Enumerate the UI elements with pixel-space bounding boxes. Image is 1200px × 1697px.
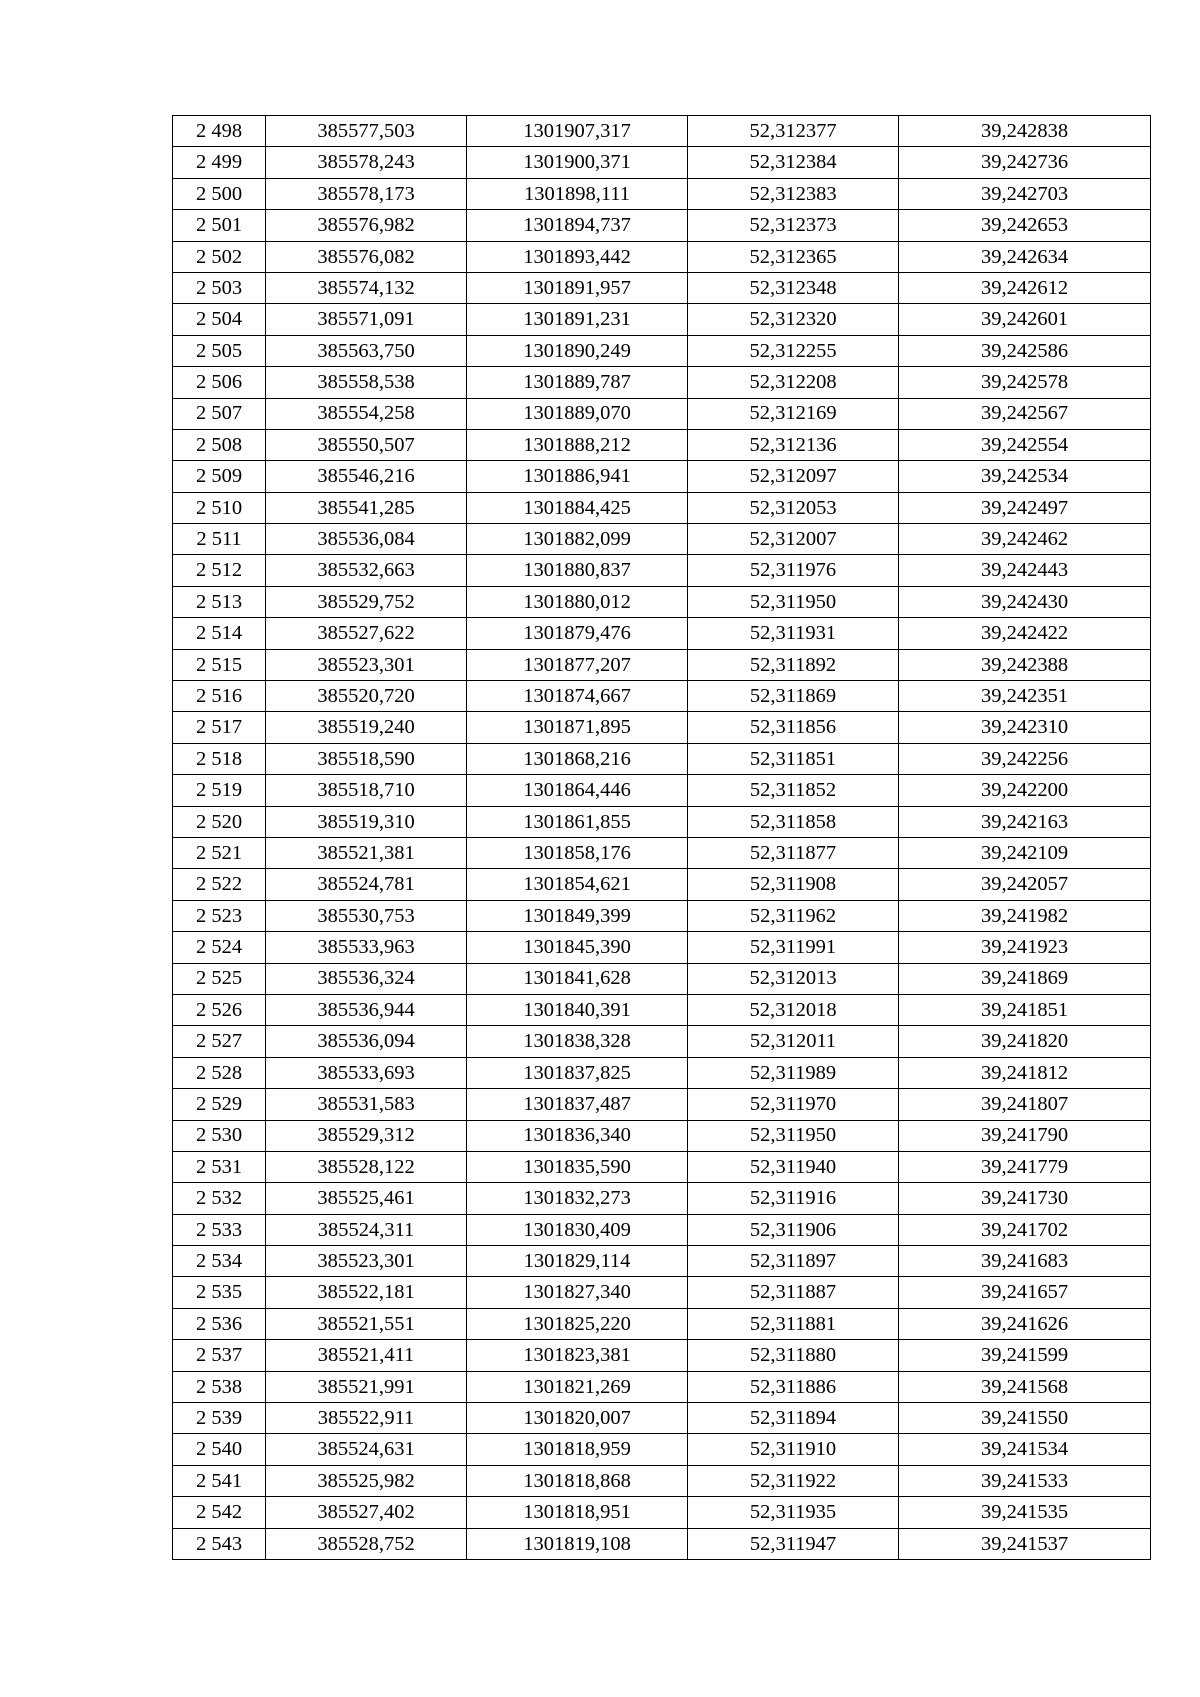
- latitude-cell: 52,311852: [688, 775, 899, 806]
- point-number-cell: 2 513: [173, 586, 266, 617]
- latitude-cell: 52,311931: [688, 618, 899, 649]
- y-coordinate-cell: 1301820,007: [467, 1403, 688, 1434]
- x-coordinate-cell: 385522,181: [266, 1277, 467, 1308]
- point-number-cell: 2 518: [173, 743, 266, 774]
- latitude-cell: 52,312377: [688, 116, 899, 147]
- y-coordinate-cell: 1301907,317: [467, 116, 688, 147]
- table-row: [173, 1308, 1151, 1339]
- table-row: [173, 837, 1151, 868]
- table-row: [173, 492, 1151, 523]
- latitude-cell: 52,312384: [688, 147, 899, 178]
- table-row: [173, 1528, 1151, 1559]
- longitude-cell: 39,241820: [899, 1026, 1151, 1057]
- x-coordinate-cell: 385533,963: [266, 932, 467, 963]
- y-coordinate-cell: 1301818,959: [467, 1434, 688, 1465]
- point-number-cell: 2 508: [173, 429, 266, 460]
- longitude-cell: 39,241534: [899, 1434, 1151, 1465]
- point-number-cell: 2 504: [173, 304, 266, 335]
- longitude-cell: 39,241599: [899, 1340, 1151, 1371]
- point-number-cell: 2 528: [173, 1057, 266, 1088]
- longitude-cell: 39,242578: [899, 367, 1151, 398]
- longitude-cell: 39,242388: [899, 649, 1151, 680]
- x-coordinate-cell: 385518,710: [266, 775, 467, 806]
- latitude-cell: 52,311940: [688, 1151, 899, 1182]
- y-coordinate-cell: 1301877,207: [467, 649, 688, 680]
- latitude-cell: 52,312208: [688, 367, 899, 398]
- point-number-cell: 2 523: [173, 900, 266, 931]
- longitude-cell: 39,242634: [899, 241, 1151, 272]
- point-number-cell: 2 512: [173, 555, 266, 586]
- y-coordinate-cell: 1301871,895: [467, 712, 688, 743]
- latitude-cell: 52,312348: [688, 272, 899, 303]
- latitude-cell: 52,311869: [688, 681, 899, 712]
- y-coordinate-cell: 1301891,957: [467, 272, 688, 303]
- point-number-cell: 2 510: [173, 492, 266, 523]
- coordinates-table-body: [173, 116, 1151, 1560]
- point-number-cell: 2 511: [173, 524, 266, 555]
- x-coordinate-cell: 385550,507: [266, 429, 467, 460]
- coordinates-table: [172, 115, 1151, 1560]
- y-coordinate-cell: 1301882,099: [467, 524, 688, 555]
- y-coordinate-cell: 1301836,340: [467, 1120, 688, 1151]
- point-number-cell: 2 543: [173, 1528, 266, 1559]
- latitude-cell: 52,311908: [688, 869, 899, 900]
- point-number-cell: 2 516: [173, 681, 266, 712]
- y-coordinate-cell: 1301849,399: [467, 900, 688, 931]
- longitude-cell: 39,241869: [899, 963, 1151, 994]
- latitude-cell: 52,312255: [688, 335, 899, 366]
- point-number-cell: 2 541: [173, 1465, 266, 1496]
- latitude-cell: 52,312097: [688, 461, 899, 492]
- longitude-cell: 39,242653: [899, 210, 1151, 241]
- y-coordinate-cell: 1301841,628: [467, 963, 688, 994]
- longitude-cell: 39,242838: [899, 116, 1151, 147]
- latitude-cell: 52,311880: [688, 1340, 899, 1371]
- x-coordinate-cell: 385574,132: [266, 272, 467, 303]
- longitude-cell: 39,241537: [899, 1528, 1151, 1559]
- x-coordinate-cell: 385533,693: [266, 1057, 467, 1088]
- table-row: [173, 241, 1151, 272]
- latitude-cell: 52,312365: [688, 241, 899, 272]
- longitude-cell: 39,241790: [899, 1120, 1151, 1151]
- table-row: [173, 1214, 1151, 1245]
- y-coordinate-cell: 1301879,476: [467, 618, 688, 649]
- table-row: [173, 272, 1151, 303]
- latitude-cell: 52,312136: [688, 429, 899, 460]
- x-coordinate-cell: 385518,590: [266, 743, 467, 774]
- x-coordinate-cell: 385521,991: [266, 1371, 467, 1402]
- x-coordinate-cell: 385576,982: [266, 210, 467, 241]
- point-number-cell: 2 519: [173, 775, 266, 806]
- table-row: [173, 586, 1151, 617]
- longitude-cell: 39,242200: [899, 775, 1151, 806]
- longitude-cell: 39,242612: [899, 272, 1151, 303]
- longitude-cell: 39,241812: [899, 1057, 1151, 1088]
- x-coordinate-cell: 385536,944: [266, 994, 467, 1025]
- point-number-cell: 2 540: [173, 1434, 266, 1465]
- latitude-cell: 52,311881: [688, 1308, 899, 1339]
- y-coordinate-cell: 1301827,340: [467, 1277, 688, 1308]
- table-row: [173, 932, 1151, 963]
- point-number-cell: 2 509: [173, 461, 266, 492]
- y-coordinate-cell: 1301874,667: [467, 681, 688, 712]
- latitude-cell: 52,311970: [688, 1089, 899, 1120]
- y-coordinate-cell: 1301898,111: [467, 178, 688, 209]
- latitude-cell: 52,311947: [688, 1528, 899, 1559]
- longitude-cell: 39,242534: [899, 461, 1151, 492]
- longitude-cell: 39,241535: [899, 1497, 1151, 1528]
- longitude-cell: 39,241550: [899, 1403, 1151, 1434]
- point-number-cell: 2 498: [173, 116, 266, 147]
- latitude-cell: 52,311906: [688, 1214, 899, 1245]
- y-coordinate-cell: 1301890,249: [467, 335, 688, 366]
- point-number-cell: 2 514: [173, 618, 266, 649]
- x-coordinate-cell: 385577,503: [266, 116, 467, 147]
- latitude-cell: 52,312007: [688, 524, 899, 555]
- x-coordinate-cell: 385529,312: [266, 1120, 467, 1151]
- x-coordinate-cell: 385531,583: [266, 1089, 467, 1120]
- x-coordinate-cell: 385519,310: [266, 806, 467, 837]
- latitude-cell: 52,311989: [688, 1057, 899, 1088]
- longitude-cell: 39,242430: [899, 586, 1151, 617]
- x-coordinate-cell: 385524,631: [266, 1434, 467, 1465]
- x-coordinate-cell: 385528,122: [266, 1151, 467, 1182]
- y-coordinate-cell: 1301832,273: [467, 1183, 688, 1214]
- x-coordinate-cell: 385541,285: [266, 492, 467, 523]
- longitude-cell: 39,242497: [899, 492, 1151, 523]
- longitude-cell: 39,241702: [899, 1214, 1151, 1245]
- table-row: [173, 743, 1151, 774]
- y-coordinate-cell: 1301861,855: [467, 806, 688, 837]
- table-row: [173, 210, 1151, 241]
- longitude-cell: 39,242736: [899, 147, 1151, 178]
- latitude-cell: 52,312320: [688, 304, 899, 335]
- longitude-cell: 39,242422: [899, 618, 1151, 649]
- latitude-cell: 52,311916: [688, 1183, 899, 1214]
- point-number-cell: 2 529: [173, 1089, 266, 1120]
- longitude-cell: 39,241923: [899, 932, 1151, 963]
- table-row: [173, 1465, 1151, 1496]
- y-coordinate-cell: 1301835,590: [467, 1151, 688, 1182]
- table-row: [173, 869, 1151, 900]
- y-coordinate-cell: 1301880,837: [467, 555, 688, 586]
- longitude-cell: 39,241533: [899, 1465, 1151, 1496]
- y-coordinate-cell: 1301845,390: [467, 932, 688, 963]
- x-coordinate-cell: 385523,301: [266, 649, 467, 680]
- table-row: [173, 681, 1151, 712]
- longitude-cell: 39,241626: [899, 1308, 1151, 1339]
- x-coordinate-cell: 385522,911: [266, 1403, 467, 1434]
- latitude-cell: 52,312053: [688, 492, 899, 523]
- y-coordinate-cell: 1301838,328: [467, 1026, 688, 1057]
- table-row: [173, 900, 1151, 931]
- longitude-cell: 39,242310: [899, 712, 1151, 743]
- latitude-cell: 52,311991: [688, 932, 899, 963]
- table-row: [173, 712, 1151, 743]
- y-coordinate-cell: 1301840,391: [467, 994, 688, 1025]
- longitude-cell: 39,241657: [899, 1277, 1151, 1308]
- y-coordinate-cell: 1301821,269: [467, 1371, 688, 1402]
- longitude-cell: 39,242554: [899, 429, 1151, 460]
- y-coordinate-cell: 1301893,442: [467, 241, 688, 272]
- table-row: [173, 367, 1151, 398]
- table-row: [173, 1497, 1151, 1528]
- table-row: [173, 775, 1151, 806]
- table-row: [173, 1340, 1151, 1371]
- point-number-cell: 2 534: [173, 1246, 266, 1277]
- latitude-cell: 52,311856: [688, 712, 899, 743]
- table-row: [173, 994, 1151, 1025]
- table-row: [173, 178, 1151, 209]
- latitude-cell: 52,311877: [688, 837, 899, 868]
- table-row: [173, 618, 1151, 649]
- longitude-cell: 39,242163: [899, 806, 1151, 837]
- table-row: [173, 524, 1151, 555]
- y-coordinate-cell: 1301837,825: [467, 1057, 688, 1088]
- y-coordinate-cell: 1301880,012: [467, 586, 688, 617]
- point-number-cell: 2 503: [173, 272, 266, 303]
- latitude-cell: 52,312169: [688, 398, 899, 429]
- longitude-cell: 39,242443: [899, 555, 1151, 586]
- x-coordinate-cell: 385520,720: [266, 681, 467, 712]
- point-number-cell: 2 531: [173, 1151, 266, 1182]
- y-coordinate-cell: 1301818,951: [467, 1497, 688, 1528]
- point-number-cell: 2 527: [173, 1026, 266, 1057]
- longitude-cell: 39,242586: [899, 335, 1151, 366]
- point-number-cell: 2 536: [173, 1308, 266, 1339]
- table-row: [173, 1277, 1151, 1308]
- point-number-cell: 2 522: [173, 869, 266, 900]
- x-coordinate-cell: 385536,084: [266, 524, 467, 555]
- y-coordinate-cell: 1301819,108: [467, 1528, 688, 1559]
- table-row: [173, 1246, 1151, 1277]
- point-number-cell: 2 500: [173, 178, 266, 209]
- point-number-cell: 2 526: [173, 994, 266, 1025]
- table-row: [173, 1057, 1151, 1088]
- x-coordinate-cell: 385524,311: [266, 1214, 467, 1245]
- table-row: [173, 1403, 1151, 1434]
- y-coordinate-cell: 1301837,487: [467, 1089, 688, 1120]
- y-coordinate-cell: 1301830,409: [467, 1214, 688, 1245]
- point-number-cell: 2 524: [173, 932, 266, 963]
- point-number-cell: 2 517: [173, 712, 266, 743]
- x-coordinate-cell: 385521,411: [266, 1340, 467, 1371]
- table-row: [173, 1434, 1151, 1465]
- y-coordinate-cell: 1301829,114: [467, 1246, 688, 1277]
- point-number-cell: 2 506: [173, 367, 266, 398]
- table-row: [173, 1183, 1151, 1214]
- longitude-cell: 39,241730: [899, 1183, 1151, 1214]
- x-coordinate-cell: 385527,402: [266, 1497, 467, 1528]
- longitude-cell: 39,242351: [899, 681, 1151, 712]
- latitude-cell: 52,311897: [688, 1246, 899, 1277]
- latitude-cell: 52,311950: [688, 1120, 899, 1151]
- longitude-cell: 39,242256: [899, 743, 1151, 774]
- table-row: [173, 461, 1151, 492]
- longitude-cell: 39,242057: [899, 869, 1151, 900]
- x-coordinate-cell: 385529,752: [266, 586, 467, 617]
- x-coordinate-cell: 385578,243: [266, 147, 467, 178]
- table-row: [173, 304, 1151, 335]
- point-number-cell: 2 505: [173, 335, 266, 366]
- y-coordinate-cell: 1301884,425: [467, 492, 688, 523]
- x-coordinate-cell: 385558,538: [266, 367, 467, 398]
- x-coordinate-cell: 385554,258: [266, 398, 467, 429]
- y-coordinate-cell: 1301889,787: [467, 367, 688, 398]
- x-coordinate-cell: 385525,982: [266, 1465, 467, 1496]
- latitude-cell: 52,311976: [688, 555, 899, 586]
- x-coordinate-cell: 385519,240: [266, 712, 467, 743]
- y-coordinate-cell: 1301858,176: [467, 837, 688, 868]
- x-coordinate-cell: 385523,301: [266, 1246, 467, 1277]
- point-number-cell: 2 502: [173, 241, 266, 272]
- point-number-cell: 2 530: [173, 1120, 266, 1151]
- y-coordinate-cell: 1301868,216: [467, 743, 688, 774]
- longitude-cell: 39,242567: [899, 398, 1151, 429]
- point-number-cell: 2 507: [173, 398, 266, 429]
- longitude-cell: 39,242703: [899, 178, 1151, 209]
- longitude-cell: 39,241683: [899, 1246, 1151, 1277]
- x-coordinate-cell: 385530,753: [266, 900, 467, 931]
- y-coordinate-cell: 1301900,371: [467, 147, 688, 178]
- table-row: [173, 806, 1151, 837]
- longitude-cell: 39,241807: [899, 1089, 1151, 1120]
- latitude-cell: 52,311910: [688, 1434, 899, 1465]
- latitude-cell: 52,311851: [688, 743, 899, 774]
- point-number-cell: 2 499: [173, 147, 266, 178]
- x-coordinate-cell: 385546,216: [266, 461, 467, 492]
- table-row: [173, 555, 1151, 586]
- table-row: [173, 1120, 1151, 1151]
- y-coordinate-cell: 1301889,070: [467, 398, 688, 429]
- x-coordinate-cell: 385527,622: [266, 618, 467, 649]
- point-number-cell: 2 521: [173, 837, 266, 868]
- latitude-cell: 52,311962: [688, 900, 899, 931]
- latitude-cell: 52,312383: [688, 178, 899, 209]
- point-number-cell: 2 515: [173, 649, 266, 680]
- x-coordinate-cell: 385576,082: [266, 241, 467, 272]
- latitude-cell: 52,312013: [688, 963, 899, 994]
- table-row: [173, 147, 1151, 178]
- longitude-cell: 39,241568: [899, 1371, 1151, 1402]
- point-number-cell: 2 520: [173, 806, 266, 837]
- latitude-cell: 52,311887: [688, 1277, 899, 1308]
- longitude-cell: 39,242601: [899, 304, 1151, 335]
- longitude-cell: 39,242109: [899, 837, 1151, 868]
- latitude-cell: 52,312018: [688, 994, 899, 1025]
- y-coordinate-cell: 1301818,868: [467, 1465, 688, 1496]
- latitude-cell: 52,311892: [688, 649, 899, 680]
- table-row: [173, 429, 1151, 460]
- table-row: [173, 1151, 1151, 1182]
- x-coordinate-cell: 385563,750: [266, 335, 467, 366]
- table-row: [173, 1026, 1151, 1057]
- latitude-cell: 52,311858: [688, 806, 899, 837]
- longitude-cell: 39,241779: [899, 1151, 1151, 1182]
- y-coordinate-cell: 1301864,446: [467, 775, 688, 806]
- x-coordinate-cell: 385532,663: [266, 555, 467, 586]
- table-row: [173, 398, 1151, 429]
- point-number-cell: 2 532: [173, 1183, 266, 1214]
- x-coordinate-cell: 385536,094: [266, 1026, 467, 1057]
- y-coordinate-cell: 1301888,212: [467, 429, 688, 460]
- latitude-cell: 52,311935: [688, 1497, 899, 1528]
- x-coordinate-cell: 385528,752: [266, 1528, 467, 1559]
- x-coordinate-cell: 385524,781: [266, 869, 467, 900]
- x-coordinate-cell: 385521,551: [266, 1308, 467, 1339]
- y-coordinate-cell: 1301886,941: [467, 461, 688, 492]
- y-coordinate-cell: 1301825,220: [467, 1308, 688, 1339]
- x-coordinate-cell: 385578,173: [266, 178, 467, 209]
- latitude-cell: 52,311922: [688, 1465, 899, 1496]
- longitude-cell: 39,241851: [899, 994, 1151, 1025]
- point-number-cell: 2 501: [173, 210, 266, 241]
- point-number-cell: 2 535: [173, 1277, 266, 1308]
- longitude-cell: 39,241982: [899, 900, 1151, 931]
- table-row: [173, 649, 1151, 680]
- x-coordinate-cell: 385536,324: [266, 963, 467, 994]
- table-row: [173, 116, 1151, 147]
- point-number-cell: 2 537: [173, 1340, 266, 1371]
- point-number-cell: 2 542: [173, 1497, 266, 1528]
- point-number-cell: 2 539: [173, 1403, 266, 1434]
- y-coordinate-cell: 1301823,381: [467, 1340, 688, 1371]
- table-row: [173, 335, 1151, 366]
- latitude-cell: 52,311894: [688, 1403, 899, 1434]
- latitude-cell: 52,311886: [688, 1371, 899, 1402]
- x-coordinate-cell: 385571,091: [266, 304, 467, 335]
- table-row: [173, 1371, 1151, 1402]
- table-row: [173, 1089, 1151, 1120]
- longitude-cell: 39,242462: [899, 524, 1151, 555]
- x-coordinate-cell: 385521,381: [266, 837, 467, 868]
- point-number-cell: 2 538: [173, 1371, 266, 1402]
- point-number-cell: 2 533: [173, 1214, 266, 1245]
- y-coordinate-cell: 1301894,737: [467, 210, 688, 241]
- latitude-cell: 52,312373: [688, 210, 899, 241]
- point-number-cell: 2 525: [173, 963, 266, 994]
- latitude-cell: 52,311950: [688, 586, 899, 617]
- table-row: [173, 963, 1151, 994]
- y-coordinate-cell: 1301891,231: [467, 304, 688, 335]
- latitude-cell: 52,312011: [688, 1026, 899, 1057]
- x-coordinate-cell: 385525,461: [266, 1183, 467, 1214]
- y-coordinate-cell: 1301854,621: [467, 869, 688, 900]
